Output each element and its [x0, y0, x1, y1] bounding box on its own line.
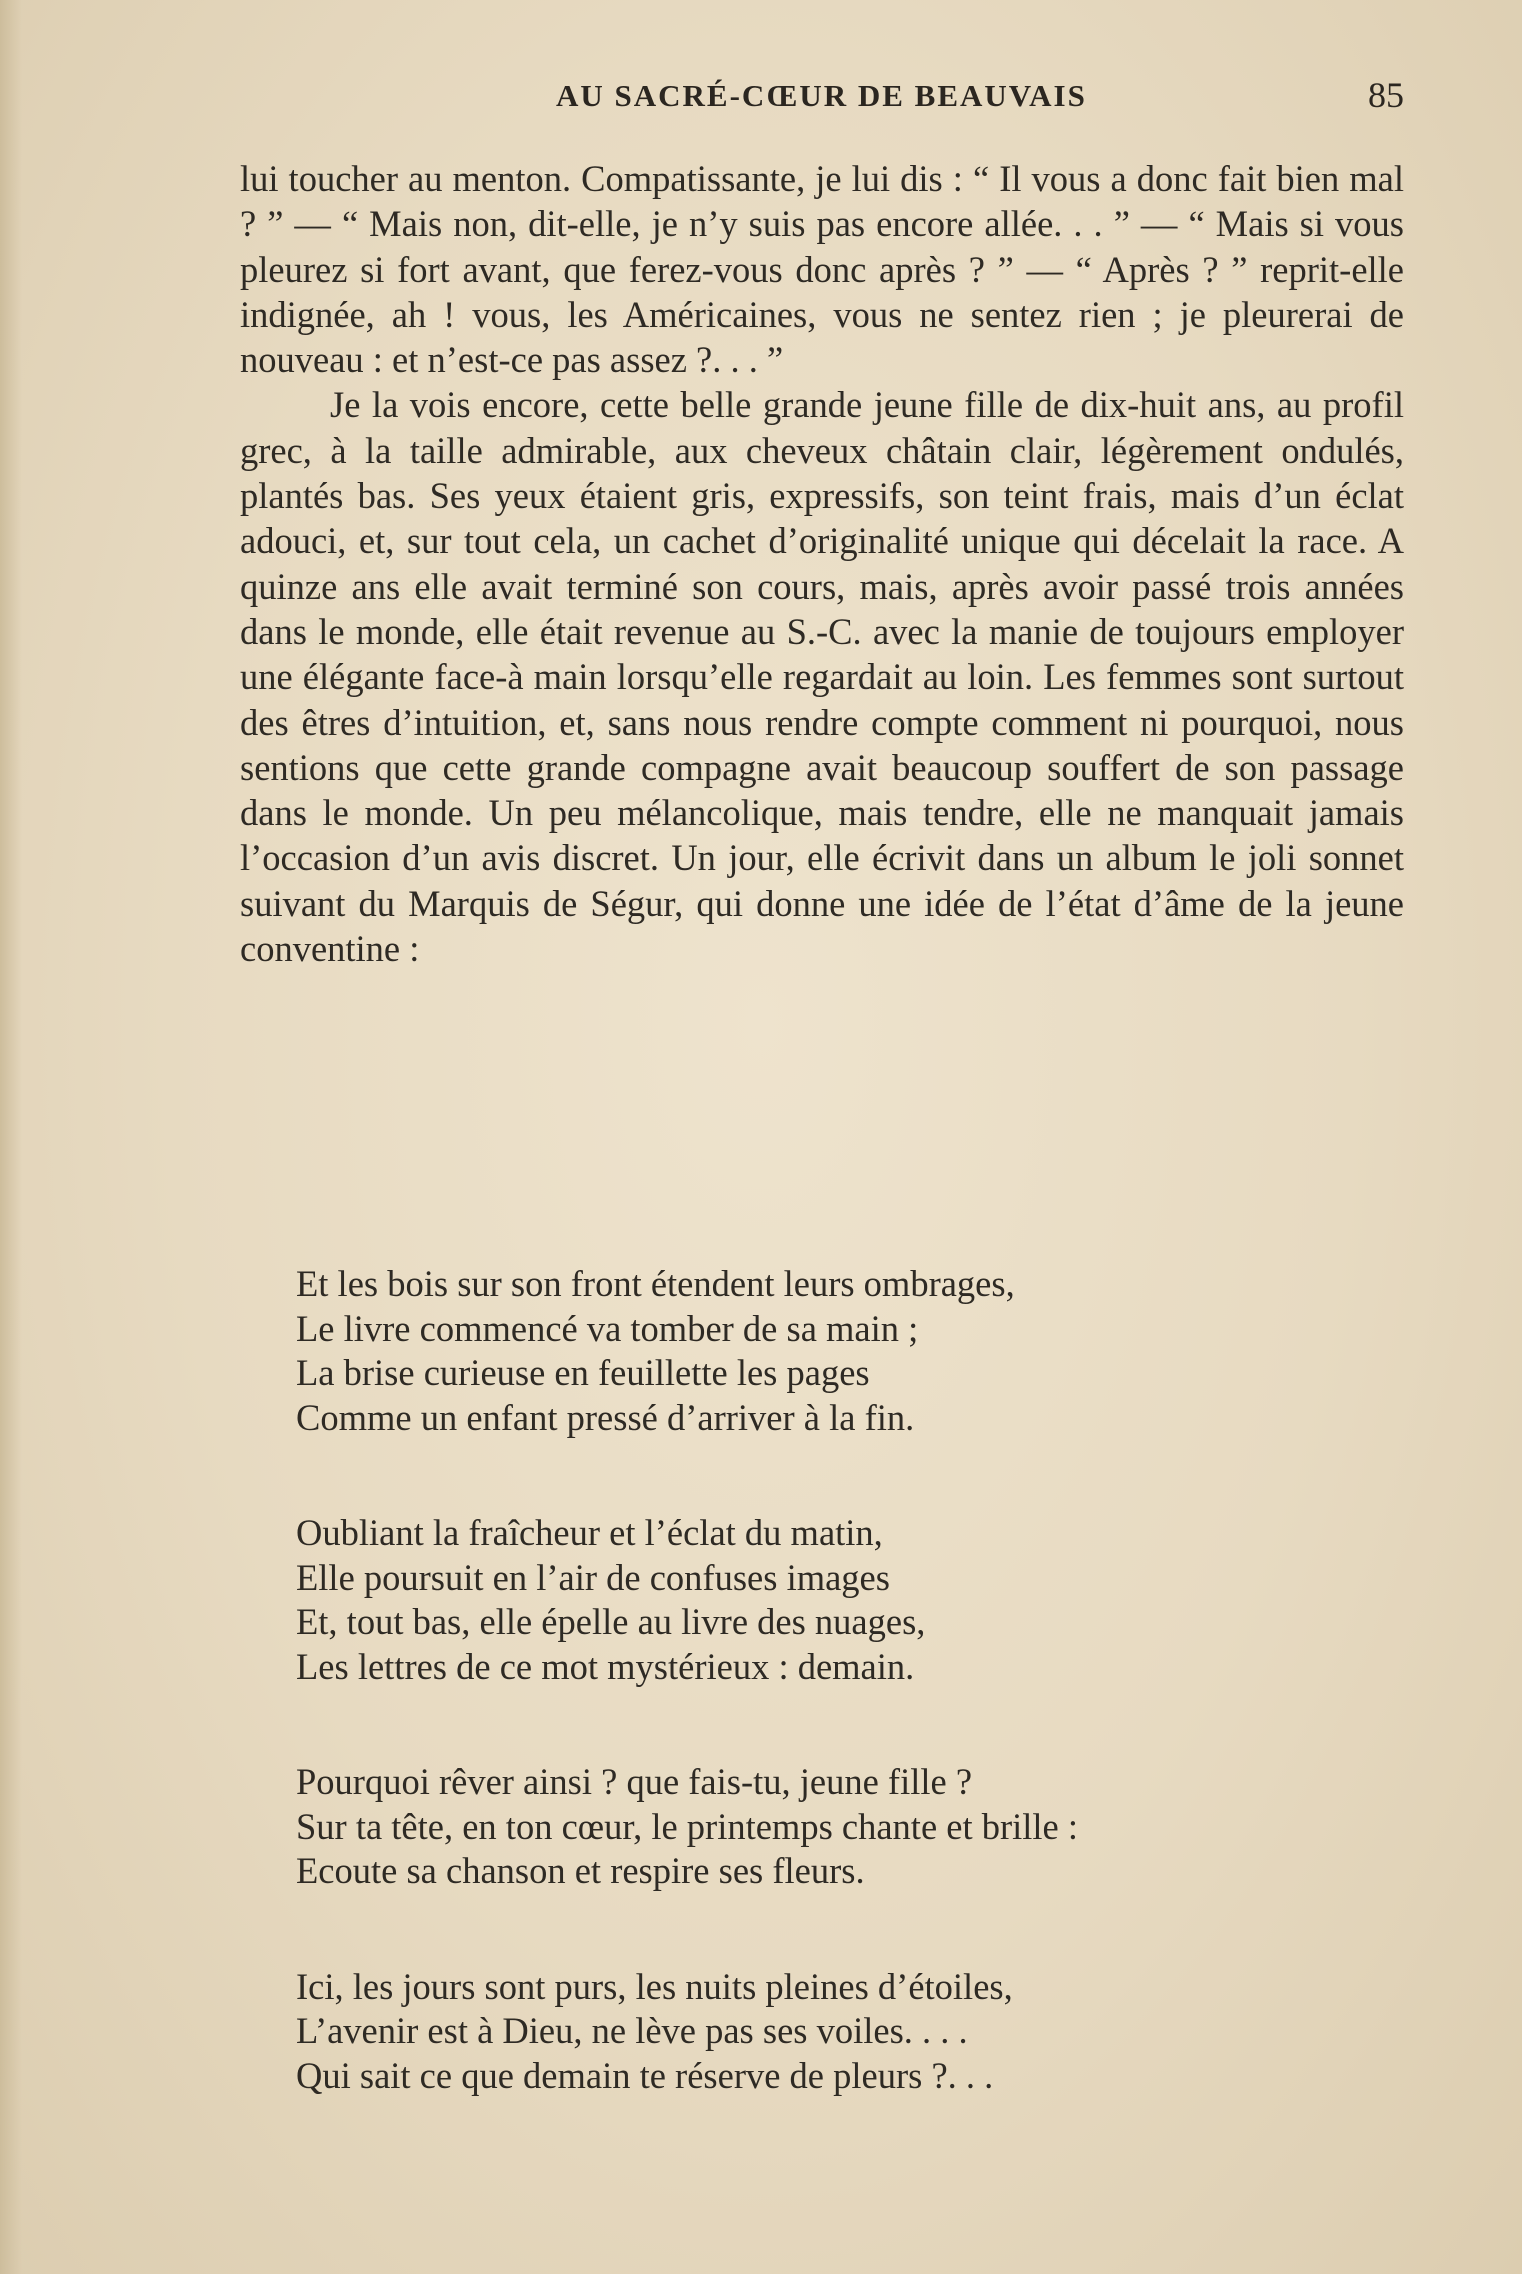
paragraph-continued: lui toucher au menton. Compatissante, je lui dis : “ Il vous a donc fait bien mal ? ” — “ Mais non, dit-elle, je n’y suis pas encore allée. . . ” — “ Mais si vous pleurez si fort avant, que ferez-vous donc après ? ” — “ Après ? ” reprit-elle indignée, ah ! vous, les Américaines, vous ne sentez rien ; je pleurerai de nouveau : et n’est-ce pas assez ?. . . ”	[240, 158, 1404, 381]
sonnet	[296, 1262, 1396, 2169]
verse: Elle poursuit en l’air de confuses images	[296, 1556, 890, 1598]
verse: Qui sait ce que demain te réserve de pleurs ?. . .	[296, 2054, 994, 2096]
verse: Pourquoi rêver ainsi ? que fais-tu, jeune fille ?	[296, 1761, 973, 1802]
paragraph-description: Je la vois encore, cette belle grande jeune fille de dix-huit ans, au profil grec, à la taille admirable, aux cheveux châtain clair, légèrement ondulés, plantés bas. Ses yeux étaient gris, expressifs, son teint frais, mais d’un éclat adouci, et, sur tout cela, un cachet d’originalité unique qui décelait la race. A quinze ans elle avait terminé son cours, mais, après avoir passé trois années dans le monde, elle était revenue au S.-C. avec la manie de toujours employer une élégante face-à main lorsqu’elle regardait au loin. Les femmes sont surtout des êtres d’intuition, et, sans nous rendre compte comment ni pourquoi, nous sentions que cette grande compagne avait beaucoup souffert de son passage dans le monde. Un peu mélancolique, mais tendre, elle ne manquait jamais l’occasion d’un avis discret. Un jour, elle écrivit dans un album le joli sonnet suivant du Marquis de Ségur, qui donne une idée de l’état d’âme de la jeune conventine :	[240, 384, 1404, 970]
stanza-2	[296, 1511, 1396, 1689]
verse: Oubliant la fraîcheur et l’éclat du matin,	[296, 1512, 883, 1553]
spine-shadow	[0, 0, 22, 2274]
stanza-4	[296, 1965, 1396, 2099]
verse: Les lettres de ce mot mystérieux : demain.	[296, 1645, 915, 1687]
stanza-1	[296, 1262, 1396, 1440]
verse: Et les bois sur son front étendent leurs ombrages,	[296, 1263, 1015, 1304]
verse: Sur ta tête, en ton cœur, le printemps chante et brille :	[296, 1805, 1079, 1847]
verse: Ecoute sa chanson et respire ses fleurs.	[296, 1850, 865, 1891]
verse: Et, tout bas, elle épelle au livre des nuages,	[296, 1601, 926, 1642]
stanza-3	[296, 1760, 1396, 1894]
verse: La brise curieuse en feuillette les pages	[296, 1352, 870, 1393]
page-number: 85	[1368, 75, 1404, 115]
page-header	[244, 74, 1404, 124]
verse: Ici, les jours sont purs, les nuits pleines d’étoiles,	[296, 1965, 1013, 2007]
verse: L’avenir est à Dieu, ne lève pas ses voiles. . . .	[296, 2010, 968, 2051]
verse: Le livre commencé va tomber de sa main ;	[296, 1307, 919, 1349]
body-text	[240, 156, 1404, 971]
running-title: AU SACRÉ-CŒUR DE BEAUVAIS	[556, 78, 1087, 113]
verse: Comme un enfant pressé d’arriver à la fin.	[296, 1396, 915, 1438]
